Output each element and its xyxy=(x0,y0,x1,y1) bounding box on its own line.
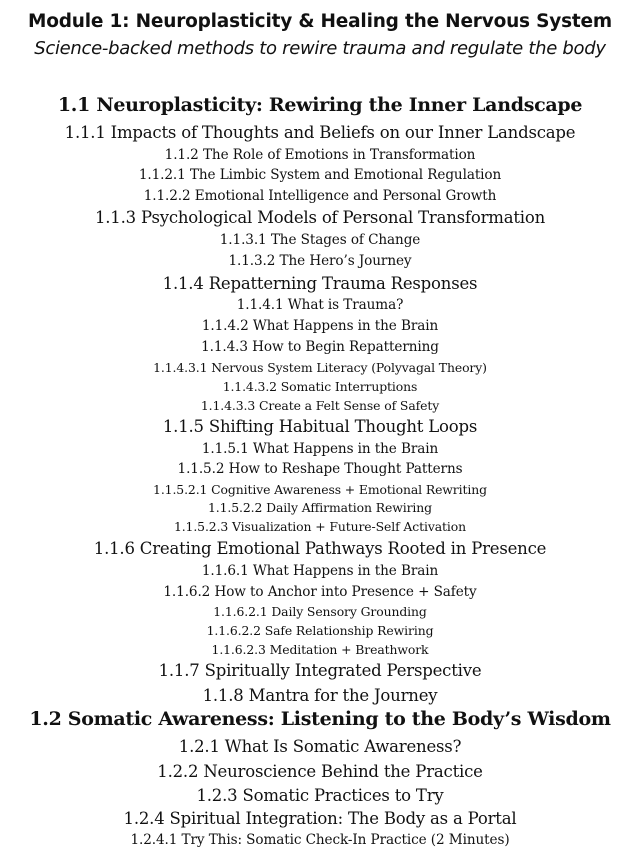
toc-heading-3: 1.1.2.2 Emotional Intelligence and Personal Growth xyxy=(143,188,497,204)
toc-heading-2: 1.1.5 Shifting Habitual Thought Loops xyxy=(162,417,478,436)
toc-heading-2: 1.2.4 Spiritual Integration: The Body as a Portal xyxy=(123,809,517,828)
toc-heading-2: 1.2.3 Somatic Practices to Try xyxy=(196,786,444,805)
toc-heading-3: 1.1.6.2 How to Anchor into Presence + Safety xyxy=(163,584,477,600)
toc-heading-3: 1.1.3.1 The Stages of Change xyxy=(219,232,421,248)
toc-heading-3: 1.1.5.1 What Happens in the Brain xyxy=(201,441,439,457)
toc-heading-4: 1.1.4.3.1 Nervous System Literacy (Polyvagal Theory) xyxy=(153,360,487,375)
toc-heading-4: 1.1.5.2.2 Daily Affirmation Rewiring xyxy=(208,500,432,515)
toc-heading-4: 1.1.6.2.3 Meditation + Breathwork xyxy=(211,642,429,657)
toc-heading-2: 1.1.8 Mantra for the Journey xyxy=(202,686,438,705)
toc-heading-2: 1.2.1 What Is Somatic Awareness? xyxy=(178,737,462,756)
toc-heading-3: 1.2.4.1 Try This: Somatic Check-In Practice (2 Minutes) xyxy=(130,832,510,848)
toc-heading-2: 1.1.1 Impacts of Thoughts and Beliefs on our Inner Landscape xyxy=(64,123,576,142)
toc-heading-2: 1.1.7 Spiritually Integrated Perspective xyxy=(158,661,482,680)
toc-heading-3: 1.1.4.1 What is Trauma? xyxy=(236,297,404,313)
toc-heading-3: 1.1.4.2 What Happens in the Brain xyxy=(201,318,439,334)
toc-heading-2: 1.1.4 Repatterning Trauma Responses xyxy=(162,274,478,293)
toc-heading-1: 1.1 Neuroplasticity: Rewiring the Inner Landscape xyxy=(57,94,583,116)
toc-heading-2: 1.1.6 Creating Emotional Pathways Rooted in Presence xyxy=(93,539,547,558)
toc-heading-3: 1.1.2 The Role of Emotions in Transformation xyxy=(164,147,476,163)
toc-heading-3: 1.1.2.1 The Limbic System and Emotional Regulation xyxy=(138,167,502,183)
toc-heading-4: 1.1.5.2.3 Visualization + Future-Self Activation xyxy=(173,519,467,534)
toc-heading-2: 1.2.2 Neuroscience Behind the Practice xyxy=(157,762,483,781)
toc-heading-4: 1.1.4.3.2 Somatic Interruptions xyxy=(222,379,418,394)
toc-heading-4: 1.1.4.3.3 Create a Felt Sense of Safety xyxy=(200,398,440,413)
toc-heading-1: 1.2 Somatic Awareness: Listening to the Body’s Wisdom xyxy=(29,708,611,730)
toc-heading-3: 1.1.5.2 How to Reshape Thought Patterns xyxy=(177,461,463,477)
toc-heading-3: 1.1.4.3 How to Begin Repatterning xyxy=(201,339,439,355)
toc-heading-2: 1.1.3 Psychological Models of Personal Transformation xyxy=(94,208,546,227)
toc-heading-4: 1.1.6.2.1 Daily Sensory Grounding xyxy=(213,604,427,619)
toc-heading-4: 1.1.6.2.2 Safe Relationship Rewiring xyxy=(206,623,434,638)
toc-heading-4: 1.1.5.2.1 Cognitive Awareness + Emotional Rewriting xyxy=(153,482,487,497)
toc-heading-3: 1.1.3.2 The Hero’s Journey xyxy=(228,253,412,269)
module-subtitle: Science-backed methods to rewire trauma and regulate the body xyxy=(34,38,606,59)
toc-heading-3: 1.1.6.1 What Happens in the Brain xyxy=(201,563,439,579)
module-title: Module 1: Neuroplasticity & Healing the Nervous System xyxy=(28,11,612,32)
